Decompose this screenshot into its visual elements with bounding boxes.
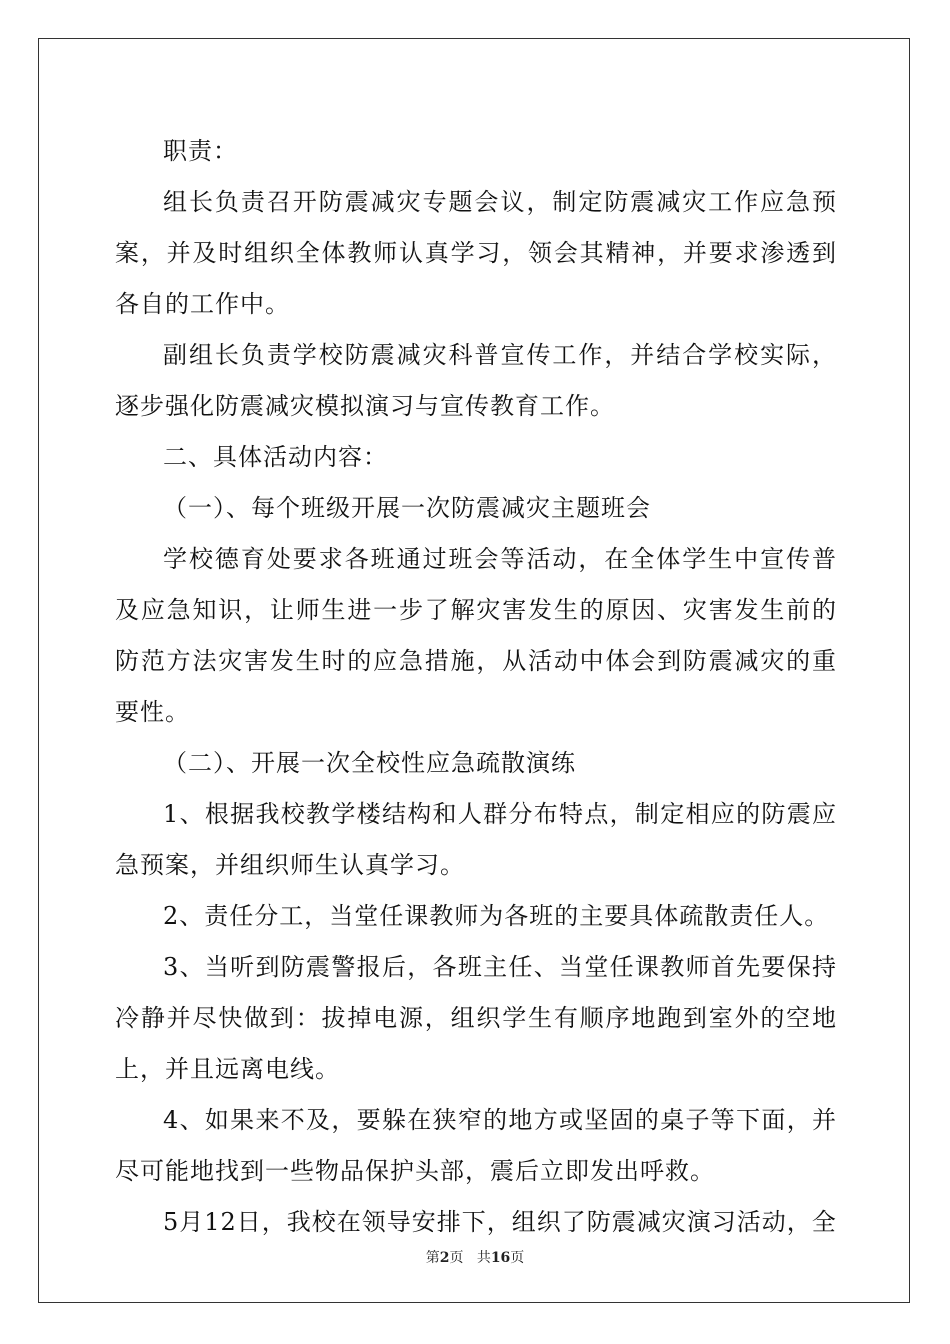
paragraph-class-meeting: 学校德育处要求各班通过班会等活动，在全体学生中宣传普及应急知识，让师生进一步了解灾害发生的原因、灾害发生前的防范方法灾害发生时的应急措施，从活动中体会到防震减灾的重要性。 bbox=[115, 545, 837, 726]
document-body bbox=[115, 126, 837, 1248]
footer-total-pages: 16 bbox=[490, 1250, 511, 1266]
list-item-3: 3、当听到防震警报后，各班主任、当堂任课教师首先要保持冷静并尽快做到：拔掉电源，组织学生有顺序地跑到室外的空地上，并且远离电线。 bbox=[115, 953, 837, 1083]
paragraph-leader-duties: 组长负责召开防震减灾专题会议，制定防震减灾工作应急预案，并及时组织全体教师认真学习，领会其精神，并要求渗透到各自的工作中。 bbox=[115, 188, 837, 318]
list-item-1: 1、根据我校教学楼结构和人群分布特点，制定相应的防震应急预案，并组织师生认真学习。 bbox=[115, 800, 837, 879]
footer-total-prefix: 共 bbox=[476, 1250, 491, 1266]
footer-page-number: 2 bbox=[439, 1250, 450, 1266]
paragraph-duties-heading: 职责： bbox=[163, 137, 238, 165]
footer-page-suffix: 页 bbox=[449, 1250, 464, 1266]
section-heading-activities: 二、具体活动内容： bbox=[163, 443, 388, 471]
footer-total-suffix: 页 bbox=[510, 1250, 525, 1266]
page-footer bbox=[0, 1247, 950, 1267]
list-item-2: 2、责任分工，当堂任课教师为各班的主要具体疏散责任人。 bbox=[163, 902, 830, 930]
list-item-4: 4、如果来不及，要躲在狭窄的地方或坚固的桌子等下面，并尽可能地找到一些物品保护头部，震后立即发出呼救。 bbox=[115, 1106, 837, 1185]
paragraph-deputy-duties: 副组长负责学校防震减灾科普宣传工作，并结合学校实际，逐步强化防震减灾模拟演习与宣传教育工作。 bbox=[115, 341, 837, 420]
footer-page-prefix: 第 bbox=[425, 1250, 440, 1266]
subheading-class-meeting: （一）、每个班级开展一次防震减灾主题班会 bbox=[163, 494, 651, 522]
paragraph-may-12: 5月12日，我校在领导安排下，组织了防震减灾演习活动，全 bbox=[163, 1208, 837, 1236]
subheading-evacuation-drill: （二）、开展一次全校性应急疏散演练 bbox=[163, 749, 576, 777]
